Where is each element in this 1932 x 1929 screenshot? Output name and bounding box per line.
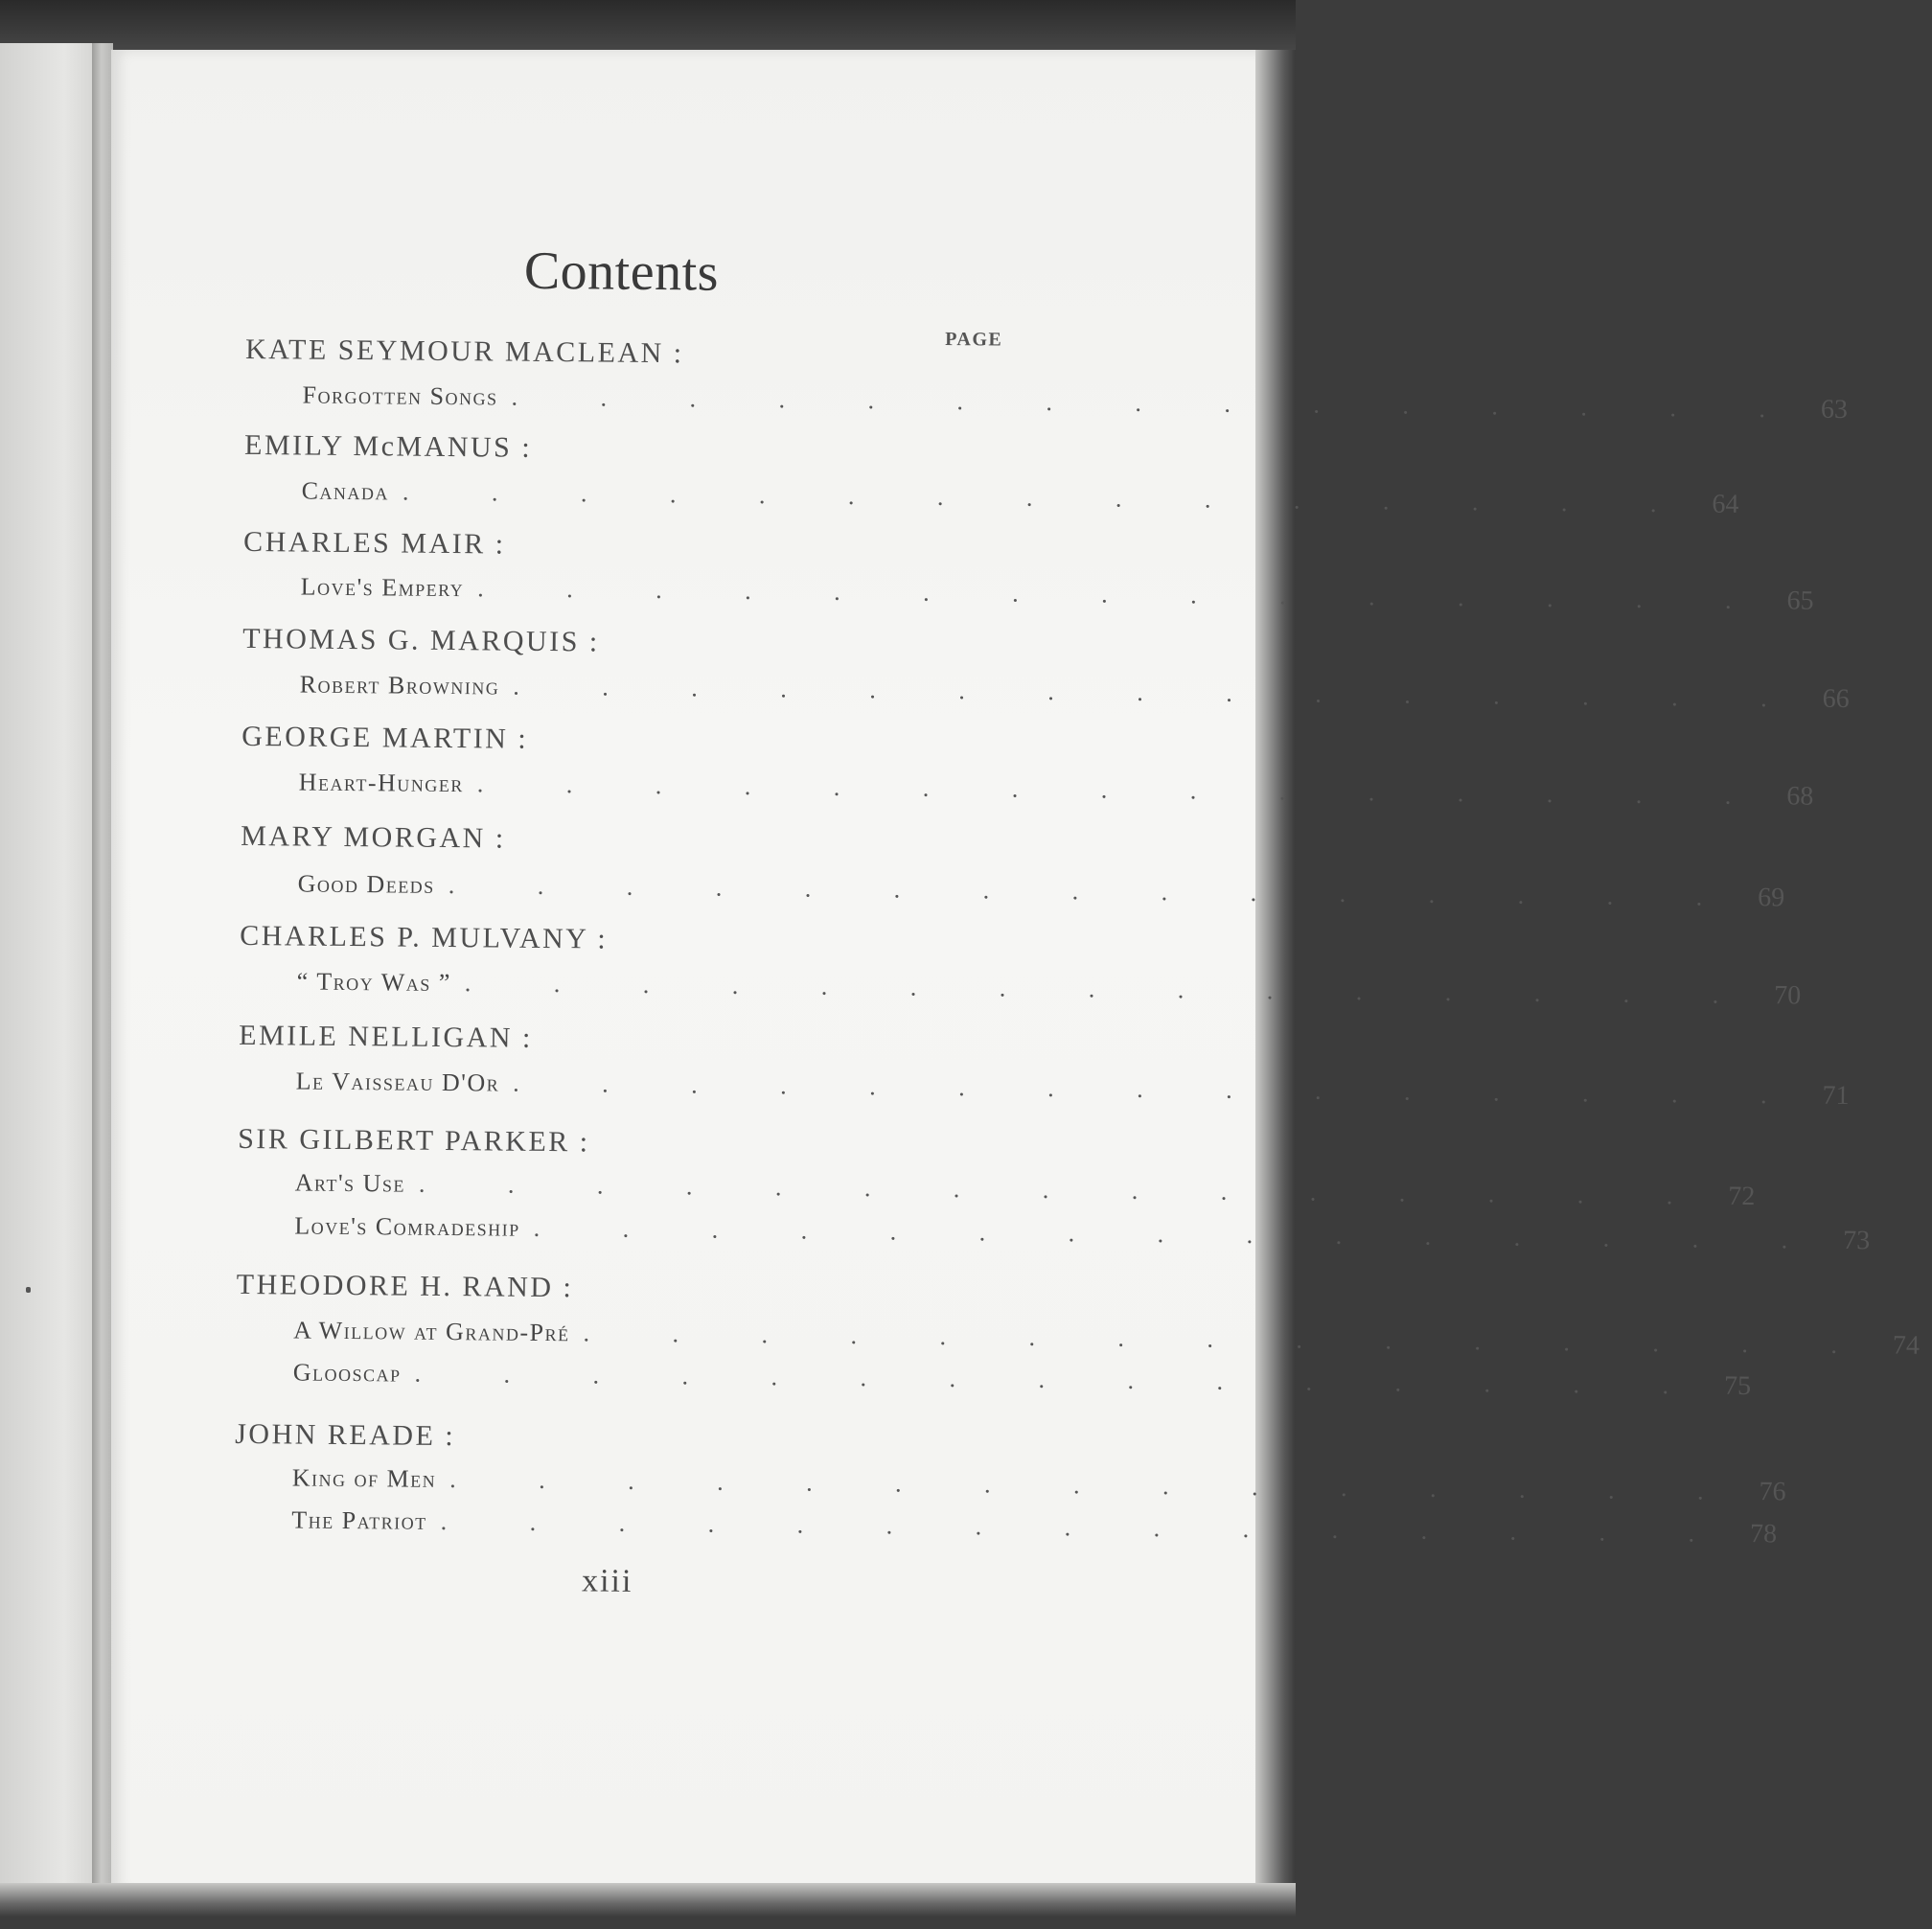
work-title: A Willow at Grand-Pré — [293, 1316, 570, 1347]
author-name: KATE SEYMOUR MACLEAN : — [244, 333, 684, 370]
dot-leader: . . . . . . . . . . . . . . . — [583, 1319, 1876, 1360]
page-title: Contents — [523, 241, 720, 303]
author-name: GEORGE MARTIN : — [242, 720, 529, 755]
page-number: 78 — [1749, 1519, 1778, 1550]
dot-leader: . . . . . . . . . . . . . . . — [464, 969, 1758, 1010]
dot-leader: . . . . . . . . . . . . . . . — [418, 1169, 1712, 1210]
page-number: 63 — [1820, 394, 1849, 425]
toc-entry[interactable] — [296, 966, 1802, 1011]
author-name: SIR GILBERT PARKER : — [238, 1122, 590, 1159]
page-number: 70 — [1774, 980, 1802, 1011]
page-number: 71 — [1822, 1080, 1850, 1112]
author-name: EMILE NELLIGAN : — [239, 1019, 533, 1054]
page-number: 65 — [1786, 586, 1814, 616]
work-title: Glooscap — [292, 1358, 402, 1388]
toc-entry[interactable] — [300, 572, 1814, 616]
author-name: CHARLES P. MULVANY : — [240, 919, 609, 955]
work-title: Good Deeds — [297, 869, 435, 899]
toc-entry[interactable] — [295, 1066, 1850, 1112]
toc-entry[interactable] — [291, 1504, 1778, 1550]
dot-leader: . . . . . . . . . . . . . . . — [513, 1068, 1806, 1110]
page-number: 72 — [1728, 1181, 1756, 1212]
toc-entry[interactable] — [301, 476, 1739, 519]
dot-leader: . . . . . . . . . . . . . . . — [448, 870, 1741, 911]
dot-leader: . . . . . . . . . . . . . . . — [513, 672, 1806, 713]
dot-leader: . . . . . . . . . . . . . . . — [402, 477, 1695, 518]
dot-leader: . . . . . . . . . . . . . . . — [533, 1213, 1827, 1254]
toc-entry[interactable] — [299, 670, 1850, 715]
page-number: 69 — [1758, 883, 1785, 913]
toc-entry[interactable] — [293, 1315, 1920, 1361]
dot-leader: . . . . . . . . . . . . . . . — [477, 574, 1770, 615]
work-title: Canada — [301, 476, 390, 506]
work-title: The Patriot — [291, 1505, 427, 1535]
toc-entry[interactable] — [292, 1357, 1752, 1402]
dot-leader: . . . . . . . . . . . . . . . — [511, 382, 1805, 424]
work-title: Le Vaisseau D'Or — [295, 1067, 500, 1097]
dot-leader: . . . . . . . . . . . . . . . — [476, 769, 1770, 811]
work-title: Love's Comradeship — [294, 1211, 520, 1242]
toc-entry[interactable] — [302, 380, 1849, 425]
page-column-label: PAGE — [945, 328, 1003, 351]
page-number: 66 — [1822, 683, 1850, 715]
author-name: CHARLES MAIR : — [242, 525, 506, 561]
dot-leader: . . . . . . . . . . . . . . . — [440, 1506, 1734, 1548]
work-title: “ Troy Was ” — [296, 967, 451, 998]
author-name: EMILY McMANUS : — [243, 428, 533, 464]
work-title: Art's Use — [294, 1168, 406, 1198]
page-number: 73 — [1843, 1225, 1871, 1256]
dot-leader: . . . . . . . . . . . . . . . — [414, 1359, 1708, 1400]
work-title: Forgotten Songs — [302, 380, 498, 411]
author-name: THEODORE H. RAND : — [236, 1268, 574, 1304]
toc-entry[interactable] — [298, 767, 1814, 812]
work-title: King of Men — [291, 1463, 437, 1493]
toc-entry[interactable] — [294, 1210, 1871, 1256]
author-name: THOMAS G. MARQUIS : — [242, 622, 600, 658]
work-title: Heart-Hunger — [298, 768, 465, 798]
folio-page-number: xiii — [581, 1563, 633, 1599]
toc-entry[interactable] — [294, 1167, 1756, 1212]
author-name: JOHN READE : — [235, 1417, 456, 1453]
page-number: 68 — [1786, 781, 1814, 812]
page-number: 64 — [1712, 489, 1739, 519]
work-title: Love's Empery — [300, 572, 465, 603]
work-title: Robert Browning — [299, 670, 500, 700]
toc-entry[interactable] — [297, 868, 1785, 913]
page-number: 75 — [1723, 1370, 1752, 1402]
dot-leader: . . . . . . . . . . . . . . . — [449, 1465, 1742, 1505]
author-name: MARY MORGAN : — [241, 819, 506, 855]
page-number: 74 — [1892, 1330, 1920, 1361]
toc-entry[interactable] — [291, 1462, 1786, 1507]
page-number: 76 — [1759, 1477, 1786, 1507]
